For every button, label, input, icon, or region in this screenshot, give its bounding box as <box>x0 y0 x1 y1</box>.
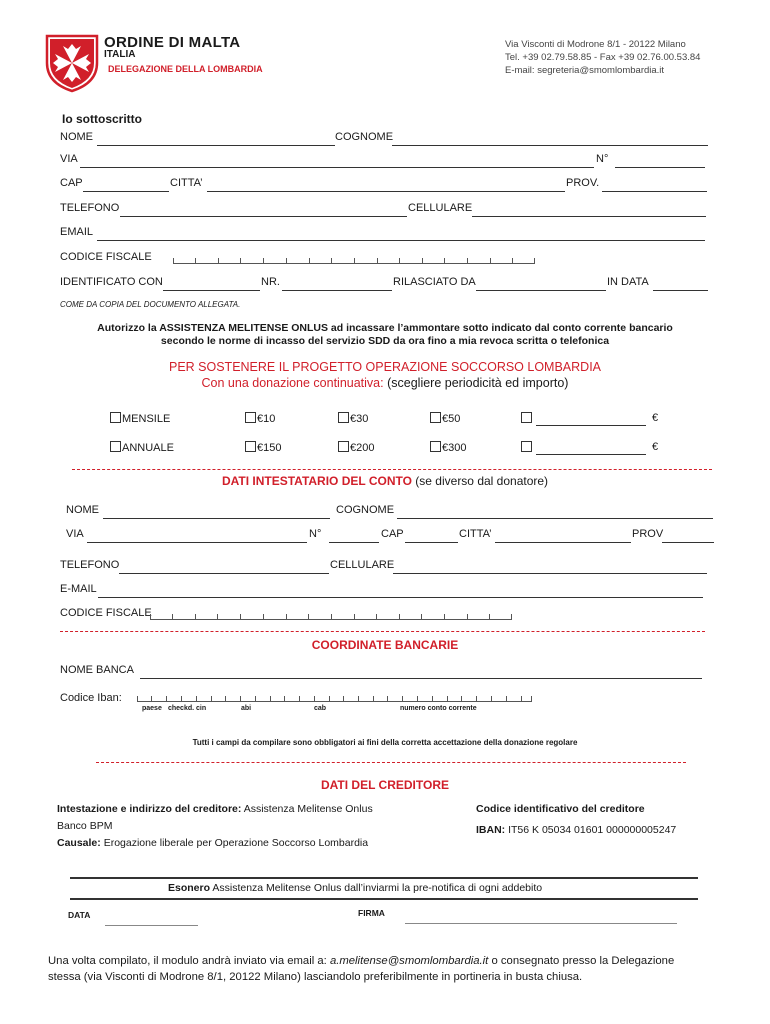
numero-field[interactable] <box>615 167 705 168</box>
account-holder-title <box>0 474 770 488</box>
option-annuale-a1[interactable] <box>245 441 281 454</box>
footer-line-1-b: o consegnato presso la Delegazione <box>488 955 675 967</box>
email-label: EMAIL <box>60 226 94 238</box>
creditor-causale-label: Causale: <box>57 837 101 849</box>
checkbox[interactable] <box>430 441 441 452</box>
option-mensile-a3[interactable] <box>430 412 460 425</box>
amount-label: €50 <box>442 413 461 425</box>
amount-label: €200 <box>350 442 375 454</box>
annuale-checkbox[interactable] <box>110 441 121 452</box>
nome-banca-label: NOME BANCA <box>60 664 134 676</box>
creditor-iban-value: IT56 K 05034 01601 000000005247 <box>508 824 677 836</box>
holder-cognome-label: COGNOME <box>336 504 395 516</box>
option-mensile[interactable] <box>110 412 170 425</box>
cognome-field[interactable] <box>392 145 708 146</box>
citta-label: CITTA’ <box>170 177 203 189</box>
option-mensile-other[interactable] <box>521 412 533 425</box>
section-divider <box>60 631 705 632</box>
holder-nome-label: NOME <box>66 504 99 516</box>
in-data-field[interactable] <box>653 290 708 291</box>
checkbox[interactable] <box>338 412 349 423</box>
creditor-iban <box>476 824 676 836</box>
footer-email[interactable]: a.melitense@smomlombardia.it <box>329 955 489 967</box>
holder-prov-field[interactable] <box>662 542 714 543</box>
option-annuale-a2[interactable] <box>338 441 374 454</box>
rilasciato-field[interactable] <box>476 290 606 291</box>
creditor-causale <box>57 837 368 849</box>
holder-citta-field[interactable] <box>495 542 631 543</box>
codice-fiscale-label: CODICE FISCALE <box>60 251 152 263</box>
checkbox[interactable] <box>245 441 256 452</box>
account-holder-title-black: (se diverso dal donatore) <box>415 474 549 488</box>
exemption-bottom-rule <box>70 898 698 900</box>
annuale-label: ANNUALE <box>122 442 174 454</box>
holder-via-field[interactable] <box>87 542 307 543</box>
logo-shield <box>44 33 100 93</box>
donation-title: PER SOSTENERE IL PROGETTO OPERAZIONE SOCCORSO LOMBARDIA <box>168 360 602 374</box>
amount-label: €300 <box>442 442 467 454</box>
creditor-intestazione-value: Assistenza Melitense Onlus <box>243 803 373 815</box>
prov-field[interactable] <box>602 191 707 192</box>
numero-label: N° <box>596 153 609 165</box>
footer-line-1 <box>48 955 674 967</box>
footer-line-1-a: Una volta compilato, il modulo andrà inviato via email a: <box>48 955 330 967</box>
holder-nome-field[interactable] <box>103 518 330 519</box>
authorization-line-2: secondo le norme di incasso del servizio SDD da ora fino a mia revoca scritta o telefonica <box>160 335 610 347</box>
creditor-title: DATI DEL CREDITORE <box>320 778 449 792</box>
holder-codice-fiscale-label: CODICE FISCALE <box>60 607 152 619</box>
mensile-other-amount-field[interactable] <box>536 425 646 426</box>
data-field[interactable] <box>105 925 198 926</box>
creditor-intestazione-label: Intestazione e indirizzo del creditore: <box>57 803 242 815</box>
mensile-label: MENSILE <box>122 413 171 425</box>
holder-cap-field[interactable] <box>405 542 458 543</box>
via-field[interactable] <box>80 167 594 168</box>
holder-numero-label: N° <box>309 528 322 540</box>
maltese-cross-icon <box>44 33 100 93</box>
email-field[interactable] <box>97 240 705 241</box>
iban-code-label: Codice Iban: <box>60 692 122 704</box>
holder-email-label: E-MAIL <box>60 583 97 595</box>
cognome-label: COGNOME <box>335 131 394 143</box>
iban-boxes[interactable] <box>137 696 532 702</box>
holder-cap-label: CAP <box>381 528 404 540</box>
donation-subtitle <box>0 376 770 390</box>
section-divider <box>72 469 712 470</box>
authorization-line-1: Autorizzo la ASSISTENZA MELITENSE ONLUS ad incassare l’ammontare sotto indicato dal conto corrente bancario <box>97 322 673 334</box>
amount-label: €150 <box>257 442 282 454</box>
holder-cellulare-field[interactable] <box>393 573 707 574</box>
codice-fiscale-boxes[interactable] <box>173 258 535 264</box>
rilasciato-label: RILASCIATO DA <box>393 276 476 288</box>
iban-seg-conto: numero conto corrente <box>400 705 477 712</box>
cellulare-label: CELLULARE <box>408 202 473 214</box>
option-annuale-other[interactable] <box>521 441 533 454</box>
currency-label: € <box>652 412 659 424</box>
footer-line-2: stessa (via Visconti di Modrone 8/1, 20122 Milano) lasciandolo preferibilmente in portineria in busta chiusa. <box>48 971 583 983</box>
exemption-text <box>168 882 542 894</box>
checkbox[interactable] <box>245 412 256 423</box>
org-country: ITALIA <box>104 49 136 60</box>
identificato-field[interactable] <box>163 290 260 291</box>
option-mensile-a1[interactable] <box>245 412 275 425</box>
exemption-top-rule <box>70 877 698 879</box>
holder-citta-label: CITTA’ <box>459 528 492 540</box>
prov-label: PROV. <box>566 177 600 189</box>
required-note: Tutti i campi da compilare sono obbligatori ai fini della corretta accettazione della donazione regolare <box>192 738 578 747</box>
header-phone-fax: Tel. +39 02.79.58.85 - Fax +39 02.76.00.53.84 <box>505 52 701 63</box>
option-mensile-a2[interactable] <box>338 412 368 425</box>
creditor-intestazione <box>57 803 373 815</box>
creditor-iban-label: IBAN: <box>476 824 506 836</box>
checkbox[interactable] <box>521 412 532 423</box>
holder-via-label: VIA <box>66 528 84 540</box>
holder-telefono-field[interactable] <box>119 573 329 574</box>
firma-label: FIRMA <box>358 908 385 918</box>
holder-codice-fiscale-boxes[interactable] <box>150 614 512 620</box>
nome-banca-field[interactable] <box>140 678 702 679</box>
iban-seg-check: checkd. cin <box>168 705 207 712</box>
checkbox[interactable] <box>430 412 441 423</box>
exemption-body: Assistenza Melitense Onlus dall’inviarmi la pre-notifica di ogni addebito <box>212 882 543 894</box>
nome-label: NOME <box>60 131 93 143</box>
account-holder-title-red: DATI INTESTATARIO DEL CONTO <box>221 474 412 488</box>
amount-label: €30 <box>350 413 369 425</box>
header-address: Via Visconti di Modrone 8/1 - 20122 Milano <box>505 39 686 50</box>
creditor-id-label: Codice identificativo del creditore <box>476 803 645 815</box>
section-divider <box>96 762 686 763</box>
cap-label: CAP <box>60 177 83 189</box>
data-label: DATA <box>68 910 91 920</box>
via-label: VIA <box>60 153 78 165</box>
iban-seg-cab: cab <box>314 705 327 712</box>
org-delegation: DELEGAZIONE DELLA LOMBARDIA <box>108 64 263 74</box>
donation-subtitle-red: Con una donazione continuativa: <box>201 376 384 390</box>
telefono-label: TELEFONO <box>60 202 120 214</box>
holder-cognome-field[interactable] <box>397 518 713 519</box>
holder-prov-label: PROV <box>632 528 664 540</box>
option-annuale[interactable] <box>110 441 174 454</box>
checkbox[interactable] <box>338 441 349 452</box>
nr-field[interactable] <box>282 290 392 291</box>
checkbox[interactable] <box>521 441 532 452</box>
org-name: ORDINE DI MALTA <box>104 34 241 51</box>
subscriber-title: Io sottoscritto <box>62 112 142 126</box>
holder-telefono-label: TELEFONO <box>60 559 120 571</box>
holder-cellulare-label: CELLULARE <box>330 559 395 571</box>
creditor-causale-value: Erogazione liberale per Operazione Soccorso Lombardia <box>103 837 369 849</box>
holder-numero-field[interactable] <box>329 542 379 543</box>
citta-field[interactable] <box>207 191 565 192</box>
copy-note: COME DA COPIA DEL DOCUMENTO ALLEGATA. <box>60 300 241 309</box>
mensile-checkbox[interactable] <box>110 412 121 423</box>
in-data-label: IN DATA <box>607 276 649 288</box>
holder-email-field[interactable] <box>98 597 703 598</box>
cap-field[interactable] <box>83 191 169 192</box>
identificato-label: IDENTIFICATO CON <box>60 276 163 288</box>
amount-label: €10 <box>257 413 276 425</box>
firma-field[interactable] <box>405 923 677 924</box>
telefono-field[interactable] <box>120 216 407 217</box>
option-annuale-a3[interactable] <box>430 441 466 454</box>
nome-field[interactable] <box>97 145 335 146</box>
nr-label: NR. <box>261 276 280 288</box>
cellulare-field[interactable] <box>472 216 706 217</box>
currency-label: € <box>652 441 659 453</box>
header-email: E-mail: segreteria@smomlombardia.it <box>505 65 665 76</box>
exemption-bold: Esonero <box>168 882 211 894</box>
iban-seg-abi: abi <box>241 705 252 712</box>
iban-seg-paese: paese <box>142 705 162 712</box>
creditor-bank-name: Banco BPM <box>57 820 113 832</box>
donation-subtitle-black: (scegliere periodicità ed importo) <box>387 376 569 390</box>
bank-title: COORDINATE BANCARIE <box>311 638 459 652</box>
annuale-other-amount-field[interactable] <box>536 454 646 455</box>
